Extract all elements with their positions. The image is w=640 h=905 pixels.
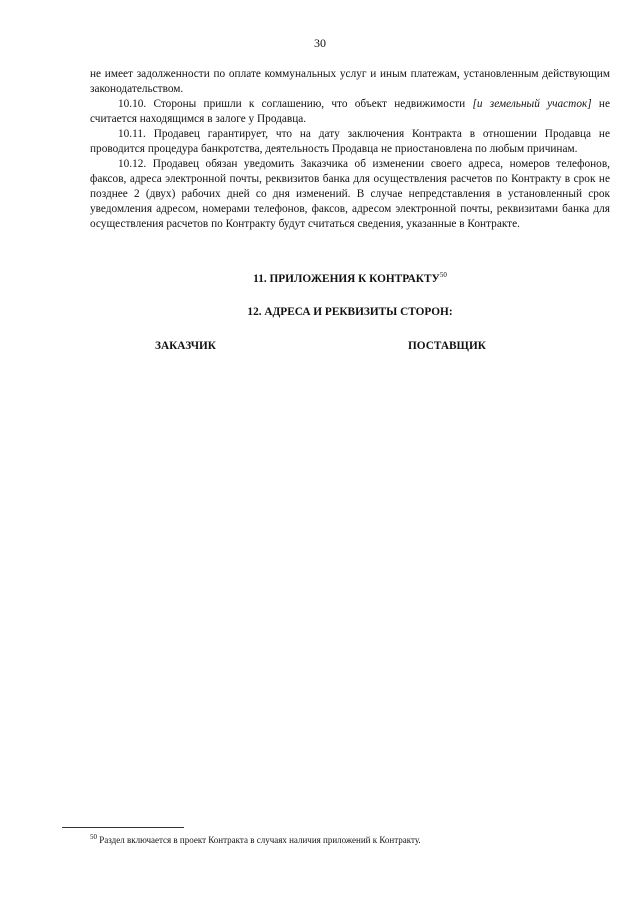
section-11-heading	[90, 272, 610, 287]
section-12-heading: 12. АДРЕСА И РЕКВИЗИТЫ СТОРОН:	[247, 306, 453, 318]
paragraph-10-10	[90, 97, 610, 127]
customer-label: ЗАКАЗЧИК	[155, 340, 216, 352]
page-number: 30	[314, 36, 326, 50]
section-11-title: 11. ПРИЛОЖЕНИЯ К КОНТРАКТУ	[253, 273, 440, 285]
paragraph-continuation: не имеет задолженности по оплате коммунальных услуг и иным платежам, установленным действующим законодательством.	[90, 68, 610, 95]
paragraph-10-10-italic-insert: [и земельный участок]	[472, 98, 592, 110]
footnote-number: 50	[90, 833, 97, 841]
footnote-divider	[62, 827, 184, 828]
footnote-reference[interactable]: 50	[439, 271, 447, 280]
document-body	[90, 67, 610, 352]
paragraph-10-12: 10.12. Продавец обязан уведомить Заказчика об изменении своего адреса, номеров телефонов, факсов, адреса электронной почты, реквизитов банка для осуществления расчетов по Контракту в срок не позднее 2 (двух) рабочих дней со дня изменений. В случае непредставления в установленный срок уведомления адресом, номерами телефонов, факсов, адресом электронной почты, реквизитами банка для осуществления расчетов по Контракту будут считаться сведения, указанные в Контракте.	[90, 158, 610, 230]
supplier-label: ПОСТАВЩИК	[408, 340, 486, 352]
footnote-text: Раздел включается в проект Контракта в случаях наличия приложений к Контракту.	[97, 835, 421, 845]
paragraph-10-10-text-start: 10.10. Стороны пришли к соглашению, что объект недвижимости	[118, 98, 473, 110]
paragraph-10-11: 10.11. Продавец гарантирует, что на дату заключения Контракта в отношении Продавца не проводится процедура банкротства, деятельность Продавца не приостановлена по любым причинам.	[90, 128, 610, 155]
footnote	[90, 834, 610, 846]
paragraph-10-10-text-end: не считается находящимся в залоге у Продавца.	[90, 98, 610, 125]
